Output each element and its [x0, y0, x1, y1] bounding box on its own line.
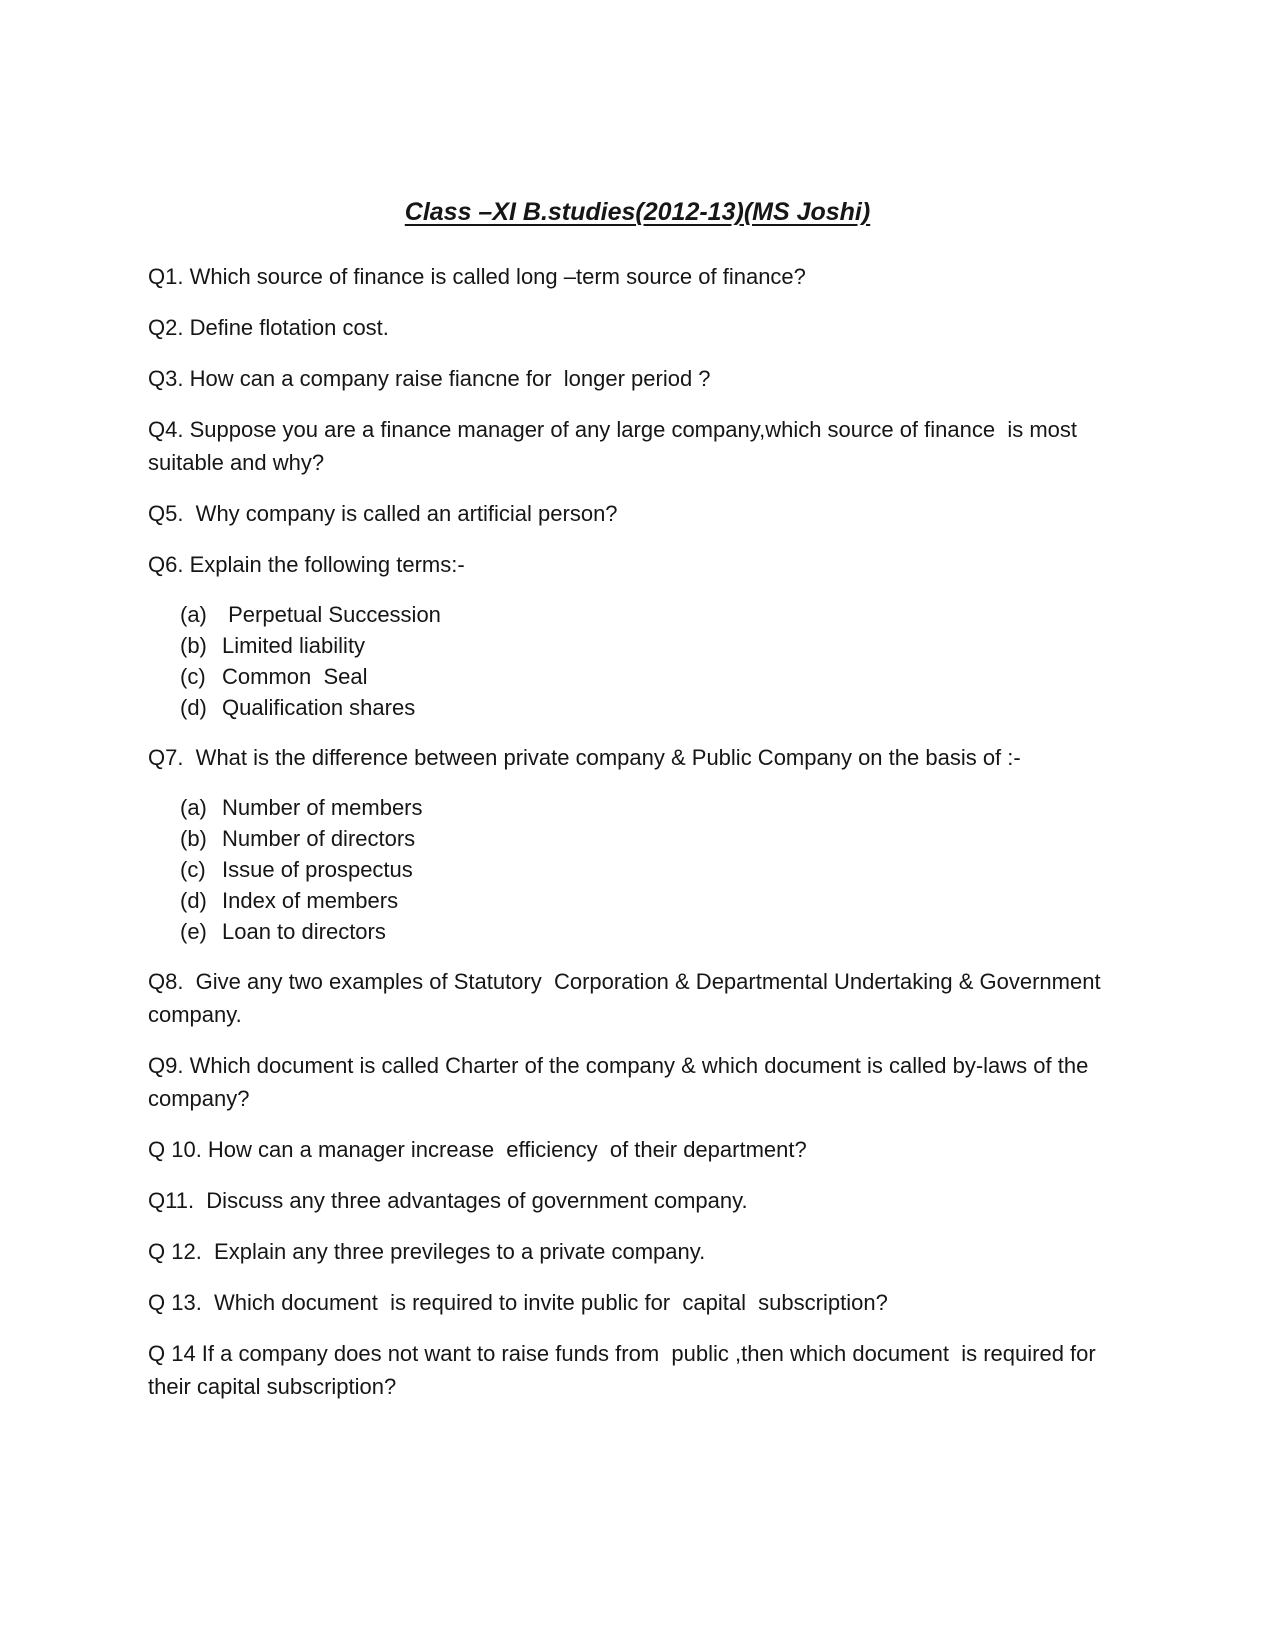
item-marker: (b): [180, 826, 207, 851]
item-text: Perpetual Succession: [222, 602, 441, 627]
list-item: [180, 661, 1127, 692]
item-text: Issue of prospectus: [222, 857, 413, 882]
item-text: Limited liability: [222, 633, 366, 658]
item-marker: (e): [180, 919, 207, 944]
item-text: Index of members: [222, 888, 399, 913]
question-5: Q5. Why company is called an artificial person?: [148, 501, 618, 526]
list-item: [180, 885, 1127, 916]
question-12: Q 12. Explain any three previleges to a private company.: [148, 1239, 706, 1264]
document-title: [148, 196, 1127, 228]
question-13: Q 13. Which document is required to invite public for capital subscription?: [148, 1290, 888, 1315]
list-item: [180, 692, 1127, 723]
list-item: [180, 599, 1127, 630]
question-14: Q 14 If a company does not want to raise funds from public ,then which document is required for their capital subscription?: [148, 1341, 1102, 1399]
question-6-sublist: [148, 599, 1127, 723]
list-item: [180, 792, 1127, 823]
item-text: Common Seal: [222, 664, 368, 689]
item-marker: (a): [180, 602, 207, 627]
question-9: Q9. Which document is called Charter of the company & which document is called by-laws of the company?: [148, 1053, 1095, 1111]
item-text: Loan to directors: [222, 919, 386, 944]
item-marker: (d): [180, 888, 207, 913]
question-3: Q3. How can a company raise fiancne for longer period ?: [148, 366, 711, 391]
item-marker: (c): [180, 664, 206, 689]
question-7: Q7. What is the difference between private company & Public Company on the basis of :-: [148, 745, 1021, 770]
item-marker: (d): [180, 695, 207, 720]
item-text: Number of directors: [222, 826, 416, 851]
list-item: [180, 823, 1127, 854]
item-text: Qualification shares: [222, 695, 416, 720]
question-4: Q4. Suppose you are a finance manager of any large company,which source of finance is most suitable and why?: [148, 417, 1084, 475]
question-11: Q11. Discuss any three advantages of government company.: [148, 1188, 748, 1213]
item-text: Number of members: [222, 795, 423, 820]
list-item: [180, 854, 1127, 885]
question-2: Q2. Define flotation cost.: [148, 315, 389, 340]
item-marker: (c): [180, 857, 206, 882]
item-marker: (b): [180, 633, 207, 658]
question-1: Q1. Which source of finance is called long –term source of finance?: [148, 264, 806, 289]
list-item: [180, 916, 1127, 947]
question-10: Q 10. How can a manager increase efficiency of their department?: [148, 1137, 807, 1162]
document-title-text: Class –XI B.studies(2012-13)(MS Joshi): [404, 198, 871, 226]
list-item: [180, 630, 1127, 661]
question-6: Q6. Explain the following terms:-: [148, 552, 465, 577]
item-marker: (a): [180, 795, 207, 820]
question-7-sublist: [148, 792, 1127, 947]
question-8: Q8. Give any two examples of Statutory Corporation & Departmental Undertaking & Government company.: [148, 969, 1107, 1027]
